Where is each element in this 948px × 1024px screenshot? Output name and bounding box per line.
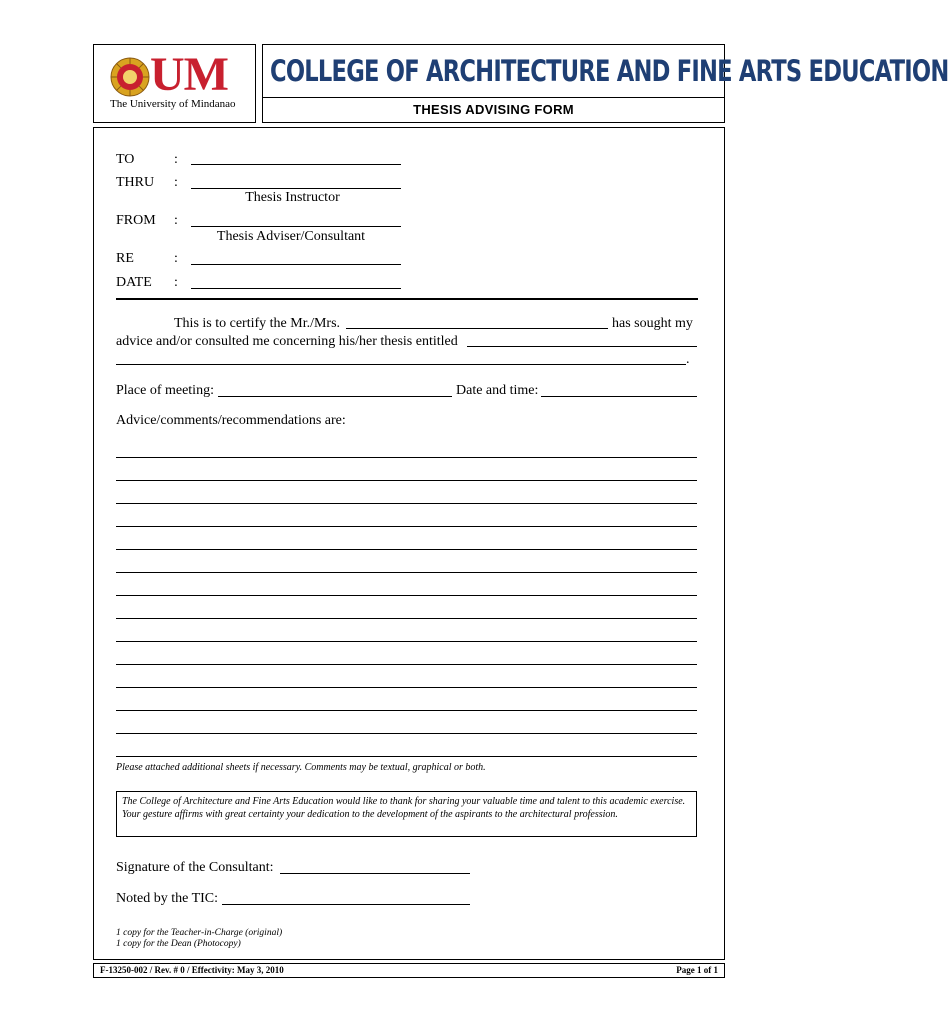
from-field[interactable] xyxy=(191,226,401,227)
advice-line-text: advice and/or consulted me concerning his/her thesis entitled xyxy=(116,334,458,349)
comment-line[interactable] xyxy=(116,641,697,642)
certify-prefix: This is to certify the Mr./Mrs. xyxy=(174,316,341,331)
to-field[interactable] xyxy=(191,164,401,165)
comment-line[interactable] xyxy=(116,710,697,711)
place-field[interactable] xyxy=(218,396,452,397)
comment-line[interactable] xyxy=(116,549,697,550)
re-field[interactable] xyxy=(191,264,401,265)
section-divider xyxy=(116,298,698,300)
comment-line[interactable] xyxy=(116,503,697,504)
datetime-label: Date and time: xyxy=(456,383,539,398)
to-colon: : xyxy=(174,152,178,167)
comment-line[interactable] xyxy=(116,572,697,573)
thru-caption: Thesis Instructor xyxy=(245,190,340,205)
comments-label: Advice/comments/recommendations are: xyxy=(116,413,346,428)
copy-note-1: 1 copy for the Teacher-in-Charge (original) xyxy=(116,928,283,938)
to-label: TO xyxy=(116,152,135,167)
date-field[interactable] xyxy=(191,288,401,289)
comment-line[interactable] xyxy=(116,664,697,665)
re-label: RE xyxy=(116,251,134,266)
header-divider xyxy=(262,97,725,98)
comment-line[interactable] xyxy=(116,526,697,527)
thanks-note: The College of Architecture and Fine Arts Education would like to thank for sharing your valuable time and talent to this academic exercise. Your gesture affirms with great certainty your dedication to the development of the aspirants to the architectural profession. xyxy=(122,796,686,820)
copy-note-2: 1 copy for the Dean (Photocopy) xyxy=(116,939,241,949)
thru-field[interactable] xyxy=(191,188,401,189)
date-label: DATE xyxy=(116,275,152,290)
re-colon: : xyxy=(174,251,178,266)
student-name-field[interactable] xyxy=(346,328,608,329)
place-label: Place of meeting: xyxy=(116,383,214,398)
noted-field[interactable] xyxy=(222,904,470,905)
signature-label: Signature of the Consultant: xyxy=(116,860,274,875)
attach-note: Please attached additional sheets if necessary. Comments may be textual, graphical or both. xyxy=(116,762,486,773)
noted-label: Noted by the TIC: xyxy=(116,891,219,906)
comment-line[interactable] xyxy=(116,480,697,481)
from-label: FROM xyxy=(116,213,156,228)
university-seal-icon xyxy=(109,56,151,98)
comment-line[interactable] xyxy=(116,687,697,688)
thru-label: THRU xyxy=(116,175,155,190)
comment-line[interactable] xyxy=(116,457,697,458)
comment-line[interactable] xyxy=(116,618,697,619)
thru-colon: : xyxy=(174,175,178,190)
certify-suffix: has sought my xyxy=(612,316,693,331)
university-name: The University of Mindanao xyxy=(110,98,236,110)
college-name: COLLEGE OF ARCHITECTURE AND FINE ARTS EDUCATION xyxy=(270,54,948,88)
form-code: F-13250-002 / Rev. # 0 / Effectivity: May 3, 2010 xyxy=(100,965,284,975)
period: . xyxy=(686,352,690,367)
from-caption: Thesis Adviser/Consultant xyxy=(216,229,366,244)
datetime-field[interactable] xyxy=(541,396,697,397)
form-title: THESIS ADVISING FORM xyxy=(413,102,574,117)
comment-line[interactable] xyxy=(116,756,697,757)
comment-line[interactable] xyxy=(116,595,697,596)
date-colon: : xyxy=(174,275,178,290)
thesis-title-field-cont[interactable] xyxy=(116,364,686,365)
thesis-title-field[interactable] xyxy=(467,346,697,347)
comment-line[interactable] xyxy=(116,733,697,734)
signature-field[interactable] xyxy=(280,873,470,874)
um-logo: UM xyxy=(150,48,228,101)
from-colon: : xyxy=(174,213,178,228)
page-number: Page 1 of 1 xyxy=(676,965,718,975)
